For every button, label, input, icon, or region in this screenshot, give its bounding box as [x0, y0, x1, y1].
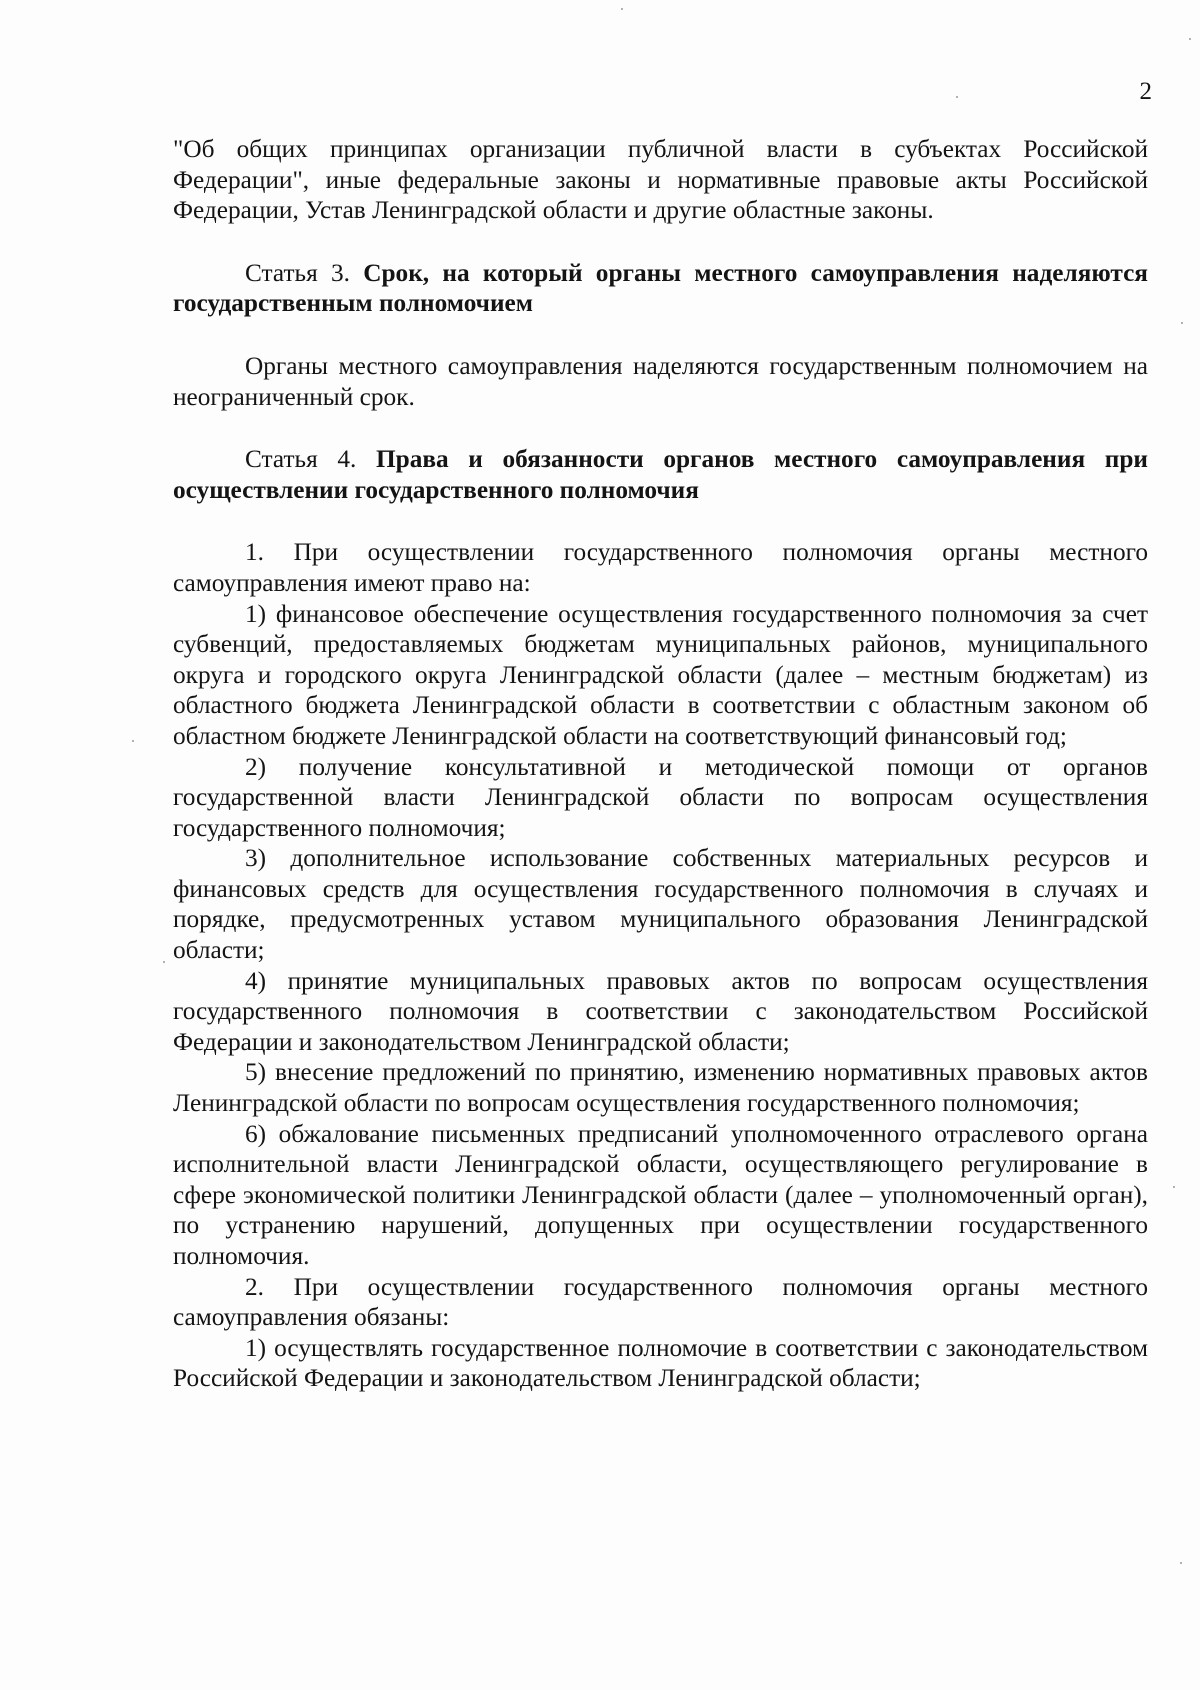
- scan-speck: [621, 8, 623, 10]
- article-4-paragraph: 1) финансовое обеспечение осуществления государственного полномочия за счет субвенций, предоставляемых бюджетам муниципальных районов, муниципального округа и городского округа Ленинградской области (далее – местным бюджетам) из областного бюджета Ленинградской области в соответствии с областным законом об областном бюджете Ленинградской области на соответствующий финансовый год;: [173, 599, 1148, 750]
- document-body: [173, 134, 1148, 1394]
- article-4-heading: [173, 444, 1148, 505]
- page-number: 2: [1139, 78, 1152, 105]
- article-3-title: Срок, на который органы местного самоуправления наделяются государственным полномочием: [173, 258, 1148, 318]
- scan-speck: [1189, 38, 1191, 40]
- article-4-paragraph: 3) дополнительное использование собственных материальных ресурсов и финансовых средств для осуществления государственного полномочия в случаях и порядке, предусмотренных уставом муниципального образования Ленинградской области;: [173, 844, 1148, 965]
- article-4-paragraph: 1) осуществлять государственное полномочие в соответствии с законодательством Российской Федерации и законодательством Ленинградской области;: [173, 1333, 1148, 1393]
- scan-speck: [1173, 1186, 1175, 1188]
- article-3-body: Органы местного самоуправления наделяются государственным полномочием на неограниченный срок.: [173, 351, 1148, 411]
- article-4-paragraph: 1. При осуществлении государственного полномочия органы местного самоуправления имеют право на:: [173, 538, 1148, 597]
- article-4-paragraph: 4) принятие муниципальных правовых актов по вопросам осуществления государственного полномочия в соответствии с законодательством Российской Федерации и законодательством Ленинградской области;: [173, 966, 1148, 1056]
- article-4-label: Статья 4.: [245, 445, 357, 474]
- article-4-paragraph: 6) обжалование письменных предписаний уполномоченного отраслевого органа исполнительной власти Ленинградской области, осуществляющего регулирование в сфере экономической политики Ленинградской области (далее – уполномоченный орган), по устранению нарушений, допущенных при осуществлении государственного полномочия.: [173, 1119, 1148, 1270]
- article-4-paragraph: 2) получение консультативной и методической помощи от органов государственной власти Ленинградской области по вопросам осуществления государственного полномочия;: [173, 752, 1148, 842]
- article-4-title: Права и обязанности органов местного самоуправления при осуществлении государственного полномочия: [173, 445, 1148, 504]
- scan-speck: [1180, 1562, 1182, 1564]
- scan-speck: [132, 740, 134, 742]
- article-4-paragraph: 5) внесение предложений по принятию, изменению нормативных правовых актов Ленинградской области по вопросам осуществления государственного полномочия;: [173, 1058, 1148, 1118]
- article-4-paragraph: 2. При осуществлении государственного полномочия органы местного самоуправления обязаны:: [173, 1272, 1148, 1332]
- scan-speck: [1181, 322, 1183, 324]
- scan-speck: [956, 96, 958, 98]
- scan-speck: [163, 961, 165, 963]
- article-3-label: Статья 3.: [245, 258, 350, 287]
- intro-paragraph: "Об общих принципах организации публичной власти в субъектах Российской Федерации", иные федеральные законы и нормативные правовые акты Российской Федерации, Устав Ленинградской области и другие областные законы.: [173, 135, 1148, 225]
- article-3-heading: [173, 258, 1148, 319]
